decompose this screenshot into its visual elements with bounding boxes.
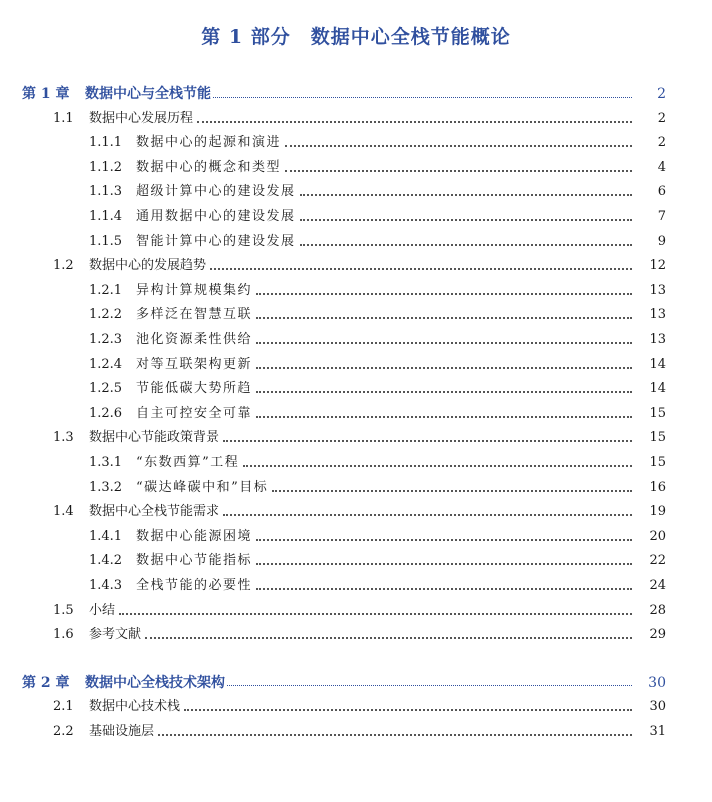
dot-leader <box>197 121 632 123</box>
entry-page-number: 28 <box>649 602 666 618</box>
toc-entry-sub[interactable] <box>0 575 712 597</box>
entry-page-number: 6 <box>657 184 666 200</box>
entry-page-number: 15 <box>649 430 666 446</box>
toc-entry-section[interactable] <box>0 624 712 646</box>
entry-page-number: 30 <box>649 699 666 715</box>
entry-title: 基础设施层 <box>89 724 155 739</box>
entry-title: 小结 <box>89 602 116 618</box>
toc-entry-sub[interactable] <box>0 452 712 474</box>
entry-number: 1.1.4 <box>89 209 123 224</box>
entry-title: 数据中心的起源和演进 <box>136 135 282 151</box>
dot-leader <box>285 145 632 147</box>
entry-title: 通用数据中心的建设发展 <box>136 209 296 224</box>
entry-page-number: 15 <box>649 405 666 421</box>
toc-entry-sub[interactable] <box>0 550 712 572</box>
entry-title: 数据中心节能政策背景 <box>89 430 220 446</box>
entry-number: 1.2.5 <box>89 381 123 397</box>
entry-title: 参考文献 <box>89 627 142 643</box>
entry-number: 第 2 章 <box>22 674 70 691</box>
entry-title: 数据中心的发展趋势 <box>89 258 207 274</box>
entry-page-number: 14 <box>649 356 666 372</box>
toc-entry-sub[interactable] <box>0 304 712 326</box>
toc-entry-section[interactable] <box>0 501 712 523</box>
part-title: 第 1 部分 数据中心全栈节能概论 <box>201 26 511 48</box>
entry-number: 1.1.3 <box>89 184 123 200</box>
entry-number: 1.4.2 <box>89 553 123 569</box>
entry-page-number: 7 <box>657 209 666 224</box>
toc-entry-section[interactable] <box>0 427 712 449</box>
dot-leader <box>256 391 632 393</box>
entry-number: 1.1.2 <box>89 159 123 175</box>
dot-leader <box>256 563 632 565</box>
dot-leader <box>300 219 632 221</box>
entry-page-number: 20 <box>649 528 666 544</box>
entry-page-number: 9 <box>657 233 666 249</box>
entry-number: 1.6 <box>53 627 74 643</box>
toc-entry-sub[interactable] <box>0 280 712 302</box>
dot-leader <box>119 613 632 615</box>
toc-entry-sub[interactable] <box>0 329 712 351</box>
dot-leader <box>285 170 632 172</box>
entry-number: 1.2.4 <box>89 356 123 372</box>
entry-title: 数据中心全栈节能需求 <box>89 504 220 520</box>
entry-number: 1.2.6 <box>89 405 123 421</box>
toc-entry-sub[interactable] <box>0 206 712 228</box>
entry-number: 第 1 章 <box>22 86 70 102</box>
toc-entry-section[interactable] <box>0 696 712 718</box>
toc-entry-sub[interactable] <box>0 477 712 499</box>
entry-title: 数据中心与全栈节能 <box>85 86 211 102</box>
toc-entry-section[interactable] <box>0 600 712 622</box>
entry-page-number: 13 <box>649 332 666 347</box>
entry-page-number: 2 <box>657 110 666 126</box>
entry-number: 1.4.3 <box>89 578 123 593</box>
dot-leader <box>223 440 632 442</box>
entry-number: 1.1 <box>53 110 74 126</box>
entry-title: 自主可控安全可靠 <box>136 405 253 421</box>
entry-title: 数据中心能源困境 <box>136 528 253 544</box>
entry-page-number: 2 <box>657 135 666 151</box>
dot-leader <box>300 194 632 196</box>
dot-leader <box>256 293 632 295</box>
entry-title: 数据中心发展历程 <box>89 110 194 126</box>
entry-page-number: 30 <box>648 674 666 691</box>
dot-leader <box>256 416 632 418</box>
dot-leader <box>256 367 632 369</box>
entry-title: “碳达峰碳中和”目标 <box>136 479 269 495</box>
entry-title: 异构计算规模集约 <box>136 282 253 298</box>
entry-page-number: 19 <box>649 504 666 520</box>
entry-number: 1.2 <box>53 258 74 274</box>
dot-leader <box>243 465 632 467</box>
entry-page-number: 13 <box>649 307 666 323</box>
entry-title: 数据中心全栈技术架构 <box>85 674 225 691</box>
dot-leader <box>184 709 632 711</box>
dot-leader <box>300 244 632 246</box>
dot-leader <box>223 514 632 516</box>
toc-entry-sub[interactable] <box>0 231 712 253</box>
dot-leader <box>256 539 632 541</box>
dot-leader <box>256 317 632 319</box>
entry-number: 1.3.1 <box>89 455 123 470</box>
entry-title: 超级计算中心的建设发展 <box>136 184 296 200</box>
toc-entry-sub[interactable] <box>0 157 712 179</box>
entry-title: 全栈节能的必要性 <box>136 578 253 593</box>
dot-leader <box>227 685 632 686</box>
entry-page-number: 13 <box>649 282 666 298</box>
toc-entry-section[interactable] <box>0 721 712 743</box>
dot-leader <box>256 342 632 344</box>
entry-page-number: 24 <box>649 578 666 593</box>
entry-number: 1.5 <box>53 602 74 618</box>
entry-page-number: 16 <box>649 479 666 495</box>
dot-leader <box>158 734 632 736</box>
entry-number: 1.3 <box>53 430 74 446</box>
toc-entry-section[interactable] <box>0 255 712 277</box>
entry-number: 2.1 <box>53 699 74 715</box>
entry-number: 1.2.1 <box>89 282 123 298</box>
toc-entry-sub[interactable] <box>0 378 712 400</box>
toc-entry-sub[interactable] <box>0 403 712 425</box>
entry-number: 1.2.3 <box>89 332 123 347</box>
toc-entry-sub[interactable] <box>0 132 712 154</box>
entry-page-number: 31 <box>649 724 666 739</box>
entry-number: 1.1.1 <box>89 135 123 151</box>
entry-number: 1.4.1 <box>89 528 123 544</box>
entry-title: 数据中心技术栈 <box>89 699 181 715</box>
entry-page-number: 29 <box>649 627 666 643</box>
entry-number: 1.2.2 <box>89 307 123 323</box>
dot-leader <box>272 490 632 492</box>
entry-page-number: 12 <box>649 258 666 274</box>
entry-title: 多样泛在智慧互联 <box>136 307 253 323</box>
toc-entry-sub[interactable] <box>0 181 712 203</box>
toc-entry-sub[interactable] <box>0 354 712 376</box>
entry-number: 2.2 <box>53 724 74 739</box>
toc-entry-section[interactable] <box>0 108 712 130</box>
dot-leader <box>213 97 632 98</box>
entry-page-number: 14 <box>649 381 666 397</box>
entry-title: 智能计算中心的建设发展 <box>136 233 296 249</box>
entry-page-number: 2 <box>657 86 666 102</box>
toc-entry-chapter[interactable] <box>0 672 712 694</box>
toc-entry-chapter[interactable] <box>0 83 712 105</box>
entry-title: “东数西算”工程 <box>136 455 240 470</box>
entry-title: 数据中心节能指标 <box>136 553 253 569</box>
entry-number: 1.4 <box>53 504 74 520</box>
entry-page-number: 15 <box>649 455 666 470</box>
dot-leader <box>210 268 632 270</box>
entry-title: 对等互联架构更新 <box>136 356 253 372</box>
entry-number: 1.1.5 <box>89 233 123 249</box>
entry-number: 1.3.2 <box>89 479 123 495</box>
entry-title: 节能低碳大势所趋 <box>136 381 253 397</box>
entry-page-number: 4 <box>657 159 666 175</box>
entry-title: 数据中心的概念和类型 <box>136 159 282 175</box>
dot-leader <box>145 637 632 639</box>
entry-page-number: 22 <box>649 553 666 569</box>
dot-leader <box>256 588 632 590</box>
toc-entry-sub[interactable] <box>0 526 712 548</box>
entry-title: 池化资源柔性供给 <box>136 332 253 347</box>
